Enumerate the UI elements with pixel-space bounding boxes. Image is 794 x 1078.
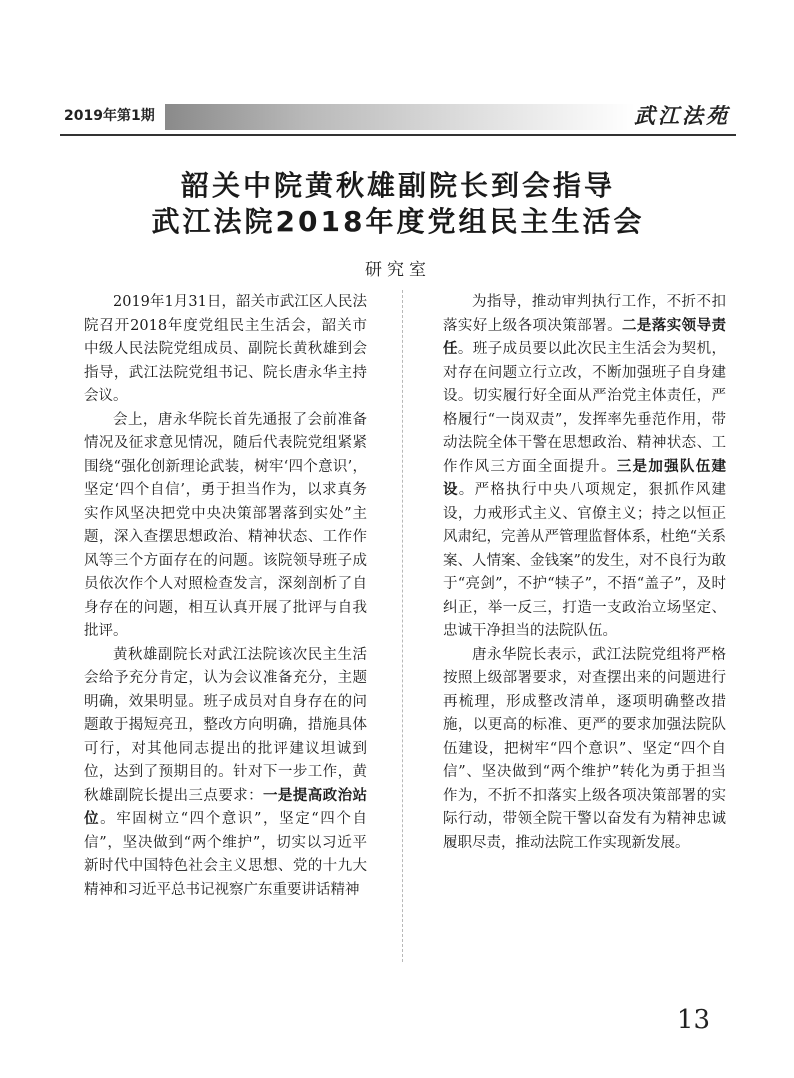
article-author: 研究室 bbox=[365, 260, 431, 280]
body-text: 。班子成员要以此次民主生活会为契机，对存在问题立行立改，不断加强班子自身建设。切实履行好全面从严治党主体责任，严格履行“一岗双责”，发挥率先垂范作用，带动法院全体干警在思想政治、精神状态、工作作风三方面全面提升。 bbox=[443, 341, 727, 475]
body-paragraph bbox=[84, 409, 367, 644]
page-number: 13 bbox=[676, 1005, 710, 1035]
article-title-line-1: 韶关中院黄秋雄副院长到会指导 bbox=[180, 169, 615, 202]
body-text: 会上，唐永华院长首先通报了会前准备情况及征求意见情况，随后代表院党组紧紧围绕“强化创新理论武装，树牢‘四个意识’，坚定‘四个自信’，勇于担当作为，以求真务实作风坚决把党中央决策部署落到实处”主题，深入查摆思想政治、精神状态、工作作风等三个方面存在的问题。该院领导班子成员依次作个人对照检查发言，深刻剖析了自身存在的问题，相互认真开展了批评与自我批评。 bbox=[84, 411, 367, 639]
header-gradient-bar bbox=[165, 104, 635, 130]
highlight-text: 三是加强队伍建设 bbox=[443, 458, 726, 498]
article-column-right bbox=[443, 291, 726, 855]
body-text: 唐永华院长表示，武江法院党组将严格按照上级部署要求，对查摆出来的问题进行再梳理，形成整改清单，逐项明确整改措施，以更高的标准、更严的要求加强法院队伍建设，把树牢“四个意识”、坚定“四个自信”、坚决做到“两个维护”转化为勇于担当作为，不折不扣落实上级各项决策部署的实际行动，带领全院干警以奋发有为精神忠诚履职尽责，推动法院工作实现新发展。 bbox=[443, 646, 726, 851]
body-text: 。严格执行中央八项规定，狠抓作风建设，力戒形式主义、官僚主义；持之以恒正风肃纪，完善从严管理监督体系，杜绝“关系案、人情案、金钱案”的发生，对不良行为敢于“亮剑”，不护“犊子”，不捂“盖子”，及时纠正，举一反三，打造一支政治立场坚定、忠诚干净担当的法院队伍。 bbox=[443, 482, 727, 639]
highlight-text: 二是落实领导责任 bbox=[443, 317, 726, 357]
body-text: 。牢固树立“四个意识”，坚定“四个自信”，坚决做到“两个维护”，切实以习近平新时代中国特色社会主义思想、党的十九大精神和习近平总书记视察广东重要讲话精神 bbox=[84, 811, 367, 898]
body-paragraph bbox=[84, 291, 367, 409]
body-text: 为指导，推动审判执行工作，不折不扣落实好上级各项决策部署。 bbox=[443, 294, 726, 334]
article-column-left bbox=[84, 291, 367, 902]
body-paragraph bbox=[443, 291, 726, 644]
body-paragraph bbox=[84, 644, 367, 903]
publication-name: 武江法苑 bbox=[634, 103, 730, 128]
header-rule bbox=[60, 134, 736, 136]
column-divider bbox=[402, 290, 403, 962]
body-paragraph bbox=[443, 644, 726, 856]
body-text: 2019年1月31日，韶关市武江区人民法院召开2018年度党组民主生活会，韶关市中级人民法院党组成员、副院长黄秋雄到会指导，武江法院党组书记、院长唐永华主持会议。 bbox=[84, 294, 367, 404]
body-text: 黄秋雄副院长对武江法院该次民主生活会给予充分肯定，认为会议准备充分，主题明确，效果明显。班子成员对自身存在的问题敢于揭短亮丑，整改方向明确，措施具体可行，对其他同志提出的批评建议坦诚到位，达到了预期目的。针对下一步工作，黄秋雄副院长提出三点要求： bbox=[84, 646, 367, 804]
highlight-text: 一是提高政治站位 bbox=[84, 787, 367, 827]
article-title-line-2: 武江法院2018年度党组民主生活会 bbox=[151, 205, 645, 238]
running-header bbox=[60, 100, 736, 133]
issue-label: 2019年第1期 bbox=[64, 108, 155, 124]
